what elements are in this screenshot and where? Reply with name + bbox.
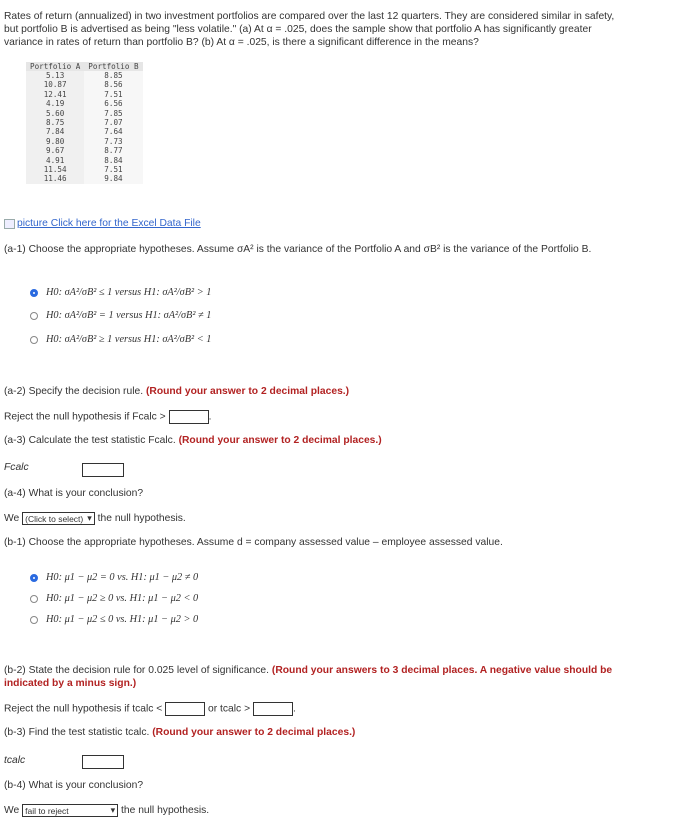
a4-we: We bbox=[4, 513, 20, 525]
cell-portfolio-b: 7.85 bbox=[84, 109, 142, 118]
b2-hint-1: (Round your answers to 3 decimal places. A negative value should be bbox=[271, 665, 613, 676]
cell-portfolio-b: 7.51 bbox=[84, 90, 142, 99]
a1-question: (a-1) Choose the appropriate hypotheses. Assume σA² is the variance of the Portfolio A and σB² is the variance of the Portfolio B. bbox=[4, 244, 592, 255]
chevron-down-icon: ▾ bbox=[110, 805, 116, 815]
table-row bbox=[26, 90, 143, 99]
table-body bbox=[26, 71, 143, 184]
a1-option-1[interactable] bbox=[30, 287, 211, 298]
tcrit-upper-input[interactable] bbox=[253, 702, 293, 716]
a1-option-1-text: H0: σA²/σB² ≤ 1 versus H1: σA²/σB² > 1 bbox=[46, 287, 212, 298]
a3-label: Fcalc bbox=[4, 462, 29, 473]
radio-selected-icon[interactable] bbox=[30, 289, 38, 297]
a2-hint: (Round your answer to 2 decimal places.) bbox=[145, 386, 350, 397]
b2-rule-2: or tcalc > bbox=[208, 703, 251, 715]
b2-rule: Reject the null hypothesis if tcalc < or tcalc > . bbox=[4, 703, 296, 715]
cell-portfolio-b: 8.85 bbox=[84, 71, 142, 80]
cell-portfolio-a: 7.84 bbox=[26, 127, 84, 136]
a2-question bbox=[4, 386, 349, 397]
table-row bbox=[26, 174, 143, 183]
fcalc-input[interactable] bbox=[82, 463, 124, 477]
cell-portfolio-b: 9.84 bbox=[84, 174, 142, 183]
a1-option-2-text: H0: σA²/σB² = 1 versus H1: σA²/σB² ≠ 1 bbox=[46, 310, 212, 321]
data-table bbox=[26, 62, 143, 184]
a2-rule: Reject the null hypothesis if Fcalc > . bbox=[4, 411, 212, 423]
b1-option-3-text: H0: μ1 − μ2 ≤ 0 vs. H1: μ1 − μ2 > 0 bbox=[46, 614, 199, 625]
b4-question: (b-4) What is your conclusion? bbox=[4, 780, 144, 791]
a3-hint: (Round your answer to 2 decimal places.) bbox=[178, 435, 382, 446]
a4-question: (a-4) What is your conclusion? bbox=[4, 488, 144, 499]
b3-label: tcalc bbox=[4, 755, 26, 766]
radio-icon[interactable] bbox=[30, 312, 38, 320]
table-row bbox=[26, 109, 143, 118]
a4-select-text: (Click to select) bbox=[25, 513, 84, 524]
a3-question bbox=[4, 435, 382, 446]
b1-option-1-text: H0: μ1 − μ2 = 0 vs. H1: μ1 − μ2 ≠ 0 bbox=[46, 572, 199, 583]
radio-icon[interactable] bbox=[30, 595, 38, 603]
b4-we: We bbox=[4, 805, 20, 817]
cell-portfolio-a: 5.60 bbox=[26, 109, 84, 118]
b1-question: (b-1) Choose the appropriate hypotheses. Assume d = company assessed value – employee assessed value. bbox=[4, 537, 503, 548]
a2-rule-text: Reject the null hypothesis if Fcalc > bbox=[4, 411, 166, 423]
cell-portfolio-a: 9.67 bbox=[26, 146, 84, 155]
table-row bbox=[26, 118, 143, 127]
b3-question-text: (b-3) Find the test statistic tcalc. bbox=[4, 727, 150, 738]
b2-question-text: (b-2) State the decision rule for 0.025 level of significance. bbox=[4, 665, 270, 676]
tcalc-input[interactable] bbox=[82, 755, 124, 769]
radio-icon[interactable] bbox=[30, 336, 38, 344]
cell-portfolio-a: 12.41 bbox=[26, 90, 84, 99]
a2-question-text: (a-2) Specify the decision rule. bbox=[4, 386, 144, 397]
b1-option-3[interactable] bbox=[30, 614, 198, 625]
table-row bbox=[26, 71, 143, 80]
excel-link-text[interactable]: picture Click here for the Excel Data File bbox=[17, 218, 201, 229]
b4-conclusion bbox=[4, 804, 209, 817]
radio-selected-icon[interactable] bbox=[30, 574, 38, 582]
a4-conclusion bbox=[4, 512, 186, 525]
a1-option-3[interactable] bbox=[30, 334, 211, 345]
b1-option-2[interactable] bbox=[30, 593, 198, 604]
table-row bbox=[26, 165, 143, 174]
b4-tail: the null hypothesis. bbox=[121, 805, 210, 817]
cell-portfolio-b: 8.84 bbox=[84, 156, 142, 165]
cell-portfolio-b: 7.73 bbox=[84, 137, 142, 146]
problem-intro bbox=[4, 10, 684, 49]
fcrit-input[interactable] bbox=[169, 410, 209, 424]
cell-portfolio-a: 11.46 bbox=[26, 174, 84, 183]
chevron-down-icon: ▾ bbox=[87, 513, 92, 523]
b4-select[interactable] bbox=[22, 804, 118, 817]
cell-portfolio-b: 7.51 bbox=[84, 165, 142, 174]
excel-data-link[interactable] bbox=[4, 218, 201, 229]
a4-tail: the null hypothesis. bbox=[97, 513, 186, 525]
cell-portfolio-b: 6.56 bbox=[84, 99, 142, 108]
a1-option-2[interactable] bbox=[30, 310, 211, 321]
cell-portfolio-b: 8.56 bbox=[84, 80, 142, 89]
header-portfolio-b: Portfolio B bbox=[84, 62, 142, 71]
cell-portfolio-a: 9.80 bbox=[26, 137, 84, 146]
b2-hint-2: indicated by a minus sign.) bbox=[4, 678, 137, 689]
table-row bbox=[26, 137, 143, 146]
table-row bbox=[26, 99, 143, 108]
header-portfolio-a: Portfolio A bbox=[26, 62, 84, 71]
table-row bbox=[26, 146, 143, 155]
table-row bbox=[26, 127, 143, 136]
radio-icon[interactable] bbox=[30, 616, 38, 624]
cell-portfolio-a: 4.91 bbox=[26, 156, 84, 165]
b2-question bbox=[4, 665, 612, 676]
b2-rule-1: Reject the null hypothesis if tcalc < bbox=[4, 703, 163, 715]
b3-hint: (Round your answer to 2 decimal places.) bbox=[152, 727, 356, 738]
table-row bbox=[26, 156, 143, 165]
a3-question-text: (a-3) Calculate the test statistic Fcalc. bbox=[4, 435, 176, 446]
tcrit-lower-input[interactable] bbox=[165, 702, 205, 716]
intro-line-2: but portfolio B is advertised as being "less volatile." (a) At α = .025, does the sample show that portfolio A has significantly greater bbox=[4, 24, 592, 35]
cell-portfolio-a: 11.54 bbox=[26, 165, 84, 174]
intro-line-3: variance in rates of return than portfolio B? (b) At α = .025, is there a significant difference in the means? bbox=[4, 37, 479, 48]
a4-select[interactable] bbox=[22, 512, 95, 525]
broken-image-icon bbox=[4, 219, 15, 229]
b4-select-text: fail to reject bbox=[25, 805, 69, 816]
cell-portfolio-a: 5.13 bbox=[26, 71, 84, 80]
cell-portfolio-a: 10.87 bbox=[26, 80, 84, 89]
b3-question bbox=[4, 727, 355, 738]
a1-option-3-text: H0: σA²/σB² ≥ 1 versus H1: σA²/σB² < 1 bbox=[46, 334, 212, 345]
b1-option-2-text: H0: μ1 − μ2 ≥ 0 vs. H1: μ1 − μ2 < 0 bbox=[46, 593, 199, 604]
table-row bbox=[26, 80, 143, 89]
cell-portfolio-a: 4.19 bbox=[26, 99, 84, 108]
cell-portfolio-b: 7.07 bbox=[84, 118, 142, 127]
b1-option-1[interactable] bbox=[30, 572, 198, 583]
cell-portfolio-b: 7.64 bbox=[84, 127, 142, 136]
cell-portfolio-a: 8.75 bbox=[26, 118, 84, 127]
cell-portfolio-b: 8.77 bbox=[84, 146, 142, 155]
intro-line-1: Rates of return (annualized) in two investment portfolios are compared over the last 12 quarters. They are considered similar in safety, bbox=[4, 11, 615, 22]
